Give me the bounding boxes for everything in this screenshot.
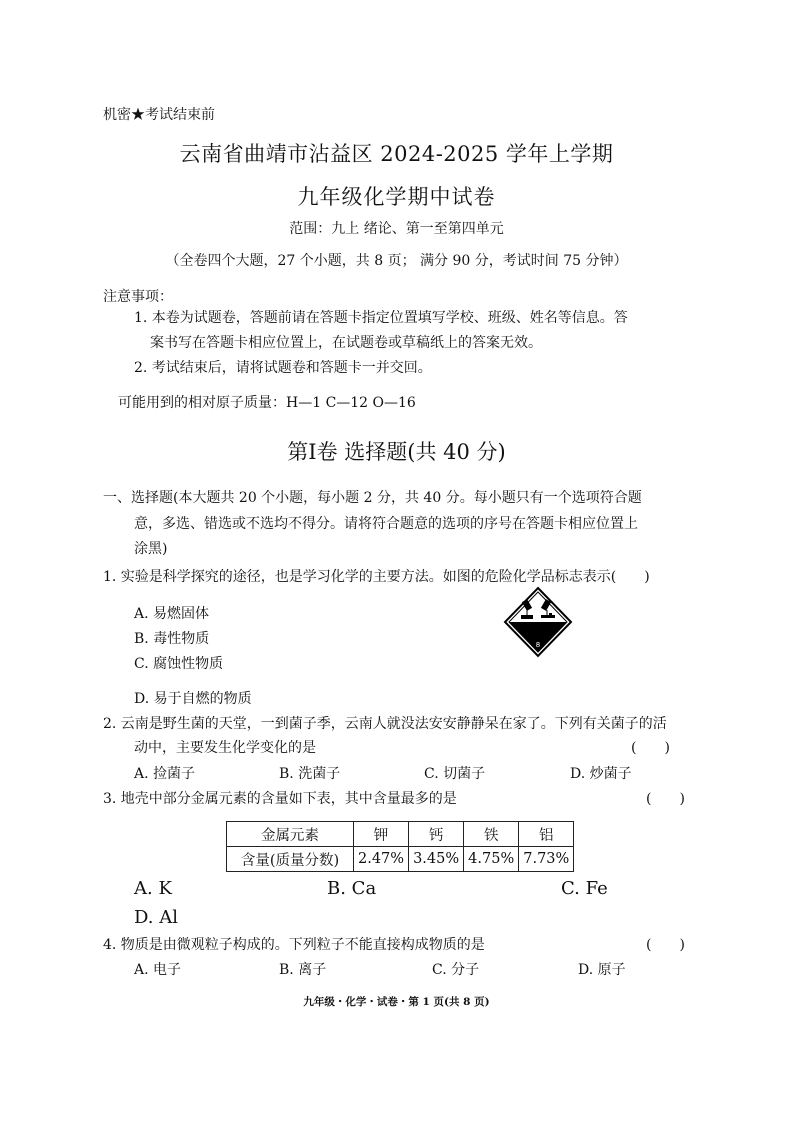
q2-option-d: D. 炒菌子 [570,766,632,782]
exam-title-line1: 云南省曲靖市沾益区 2024-2025 学年上学期 [179,142,614,166]
q4-option-c: C. 分子 [432,962,480,978]
q2-option-c: C. 切菌子 [424,766,486,782]
table-header-cell: 金属元素 [227,822,354,847]
q2-option-a: A. 捡菌子 [134,766,196,782]
q2-answer-paren: ( ) [631,740,670,756]
q3-option-b: B. Ca [327,878,377,899]
table-cell: 3.45% [409,847,464,872]
q1-option-d: D. 易于自燃的物质 [134,691,252,707]
q1-option-a: A. 易燃固体 [134,606,210,622]
notice-item-2: 2. 考试结束后，请将试题卷和答题卡一并交回。 [134,360,432,376]
table-header-cell: 铝 [519,822,574,847]
table-row [227,847,574,872]
metal-content-table [226,821,574,872]
q2-stem-line2: 动中，主要发生化学变化的是 [134,740,316,756]
confidential-label: 机密★考试结束前 [103,107,215,123]
table-header-cell: 铁 [464,822,519,847]
notice-title: 注意事项： [103,289,173,305]
section-title: 第Ⅰ卷 选择题(共 40 分) [287,440,506,464]
q4-answer-paren: ( ) [646,937,685,953]
corrosive-hazard-sign-icon [503,586,573,658]
q4-option-b: B. 离子 [279,962,327,978]
q1-stem: 1. 实验是科学探究的途径，也是学习化学的主要方法。如图的危险化学品标志表示( ) [103,569,650,585]
table-cell: 4.75% [464,847,519,872]
table-cell: 7.73% [519,847,574,872]
table-header-cell: 钙 [409,822,464,847]
q3-option-d: D. Al [134,907,178,928]
q2-stem-line1: 2. 云南是野生菌的天堂，一到菌子季，云南人就没法安安静静呆在家了。下列有关菌子的活 [103,716,667,732]
q3-option-c: C. Fe [561,878,608,899]
page-footer: 九年级・化学・试卷・第 1 页(共 8 页) [303,996,490,1008]
exam-info: （全卷四个大题，27 个小题，共 8 页； 满分 90 分，考试时间 75 分钟） [165,253,628,269]
table-header-cell: 钾 [354,822,409,847]
exam-scope: 范围：九上 绪论、第一至第四单元 [289,221,504,237]
q3-stem: 3. 地壳中部分金属元素的含量如下表，其中含量最多的是 [103,791,457,807]
table-cell: 含量(质量分数) [227,847,354,872]
q4-option-a: A. 电子 [134,962,182,978]
notice-item-1-line2: 案书写在答题卡相应位置上，在试题卷或草稿纸上的答案无效。 [150,335,542,351]
q1-option-b: B. 毒性物质 [134,631,210,647]
table-header-row [227,822,574,847]
q2-option-b: B. 洗菌子 [279,766,341,782]
q1-option-c: C. 腐蚀性物质 [134,656,224,672]
q4-stem: 4. 物质是由微观粒子构成的。下列粒子不能直接构成物质的是 [103,937,485,953]
section-intro-line3: 涂黑) [134,541,168,557]
table-cell: 2.47% [354,847,409,872]
q3-answer-paren: ( ) [646,791,685,807]
q4-option-d: D. 原子 [578,962,626,978]
section-intro-line1: 一、选择题(本大题共 20 个小题，每小题 2 分，共 40 分。每小题只有一个选项符合题 [103,490,642,506]
atomic-mass-note: 可能用到的相对原子质量：H—1 C—12 O—16 [118,395,416,411]
notice-item-1-line1: 1. 本卷为试题卷，答题前请在答题卡指定位置填写学校、班级、姓名等信息。答 [134,310,628,326]
exam-title-line2: 九年级化学期中试卷 [297,185,496,209]
hazard-class-number: 8 [535,641,541,649]
section-intro-line2: 意，多选、错选或不选均不得分。请将符合题意的选项的序号在答题卡相应位置上 [134,516,638,532]
q3-option-a: A. K [134,878,172,899]
